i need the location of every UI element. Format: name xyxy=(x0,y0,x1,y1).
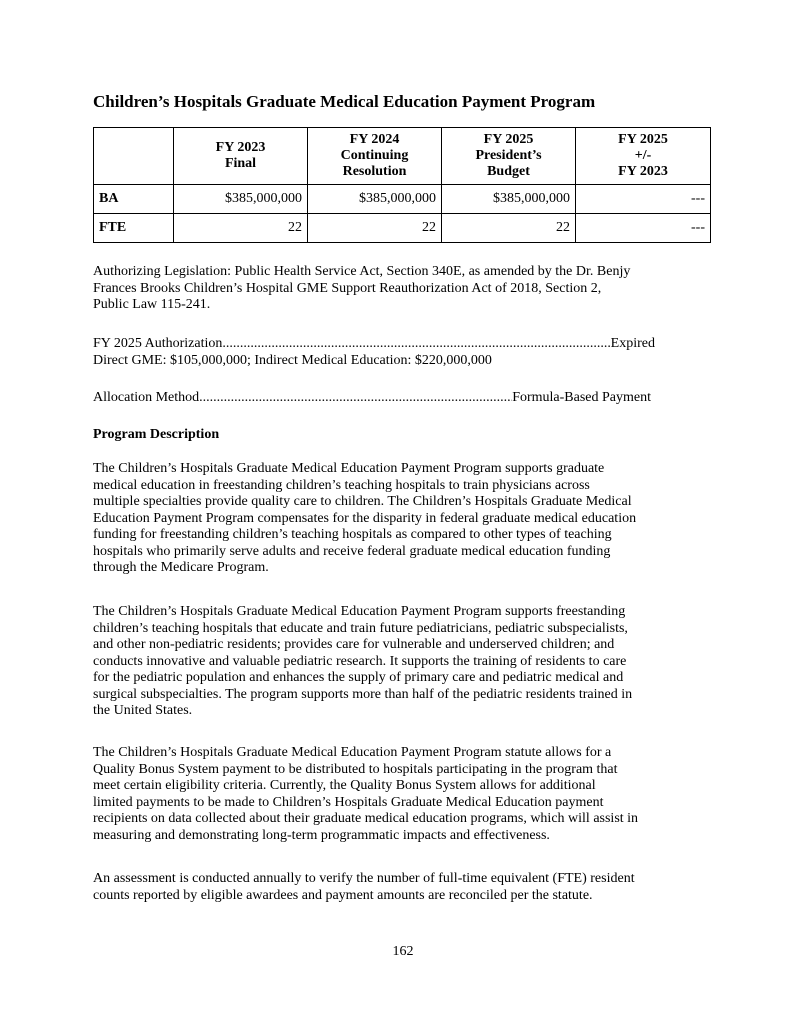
header-line: FY 2025 xyxy=(618,132,668,147)
table-cell: $385,000,000 xyxy=(174,185,308,214)
header-line: FY 2024 xyxy=(349,132,400,147)
text-line: children’s teaching hospitals that educate and train future pediatricians, pediatric subspecialists, xyxy=(93,620,628,636)
authorization-value: Expired xyxy=(610,336,655,351)
text-line: The Children’s Hospitals Graduate Medical Education Payment Program supports freestanding xyxy=(93,604,626,619)
header-line: Final xyxy=(224,156,257,171)
row-label: BA xyxy=(94,185,174,214)
text-line: medical education in freestanding children’s teaching hospitals to train physicians across xyxy=(93,477,590,493)
text-line: The Children’s Hospitals Graduate Medical Education Payment Program statute allows for a xyxy=(93,745,612,760)
column-header-fy2025-pb xyxy=(442,128,576,185)
authorizing-legislation xyxy=(93,264,713,314)
table-row-fte xyxy=(94,214,711,243)
text-line: surgical subspecialties. The program supports more than half of the pediatric residents trained in xyxy=(93,686,633,702)
page-number: 162 xyxy=(392,944,414,959)
authorization-leader-line xyxy=(93,336,655,353)
header-line: Continuing xyxy=(340,148,409,163)
table-cell: 22 xyxy=(308,214,442,243)
header-line: FY 2023 xyxy=(215,140,266,155)
header-line: President’s xyxy=(475,148,542,163)
text-line: measuring and demonstrating long-term programmatic impacts and effectiveness. xyxy=(93,827,550,843)
text-line: Authorizing Legislation: Public Health Service Act, Section 340E, as amended by the Dr. Benjy xyxy=(93,264,631,279)
text-line: the United States. xyxy=(93,703,193,718)
table-corner-cell xyxy=(94,128,174,185)
authorization-block xyxy=(93,336,655,369)
table-cell: --- xyxy=(576,185,711,214)
text-line: meet certain eligibility criteria. Currently, the Quality Bonus System allows for additional xyxy=(93,778,596,793)
header-line: FY 2023 xyxy=(618,164,668,179)
table-cell: $385,000,000 xyxy=(308,185,442,214)
table-cell: $385,000,000 xyxy=(442,185,576,214)
text-line: and other non-pediatric residents; provides care for vulnerable and underserved children; and xyxy=(93,637,615,652)
paragraph xyxy=(93,745,713,844)
text-line: recipients on data collected about their graduate medical education programs, which will assist in xyxy=(93,811,639,826)
column-header-fy2023-final xyxy=(174,128,308,185)
allocation-leader-line xyxy=(93,390,651,407)
allocation-method xyxy=(93,390,651,407)
allocation-value: Formula-Based Payment xyxy=(512,390,651,405)
text-line: funding for freestanding children’s teaching hospitals as compared to other types of teaching xyxy=(93,527,612,542)
text-line: hospitals who primarily serve adults and receive federal graduate medical education funding xyxy=(93,543,611,559)
text-line: Quality Bonus System payment to be distributed to hospitals participating in the program that xyxy=(93,761,618,777)
header-line: Budget xyxy=(487,164,530,179)
row-label: FTE xyxy=(94,214,174,243)
text-line: through the Medicare Program. xyxy=(93,560,269,575)
dot-leader xyxy=(222,336,610,353)
section-heading: Program Description xyxy=(93,427,220,442)
paragraph xyxy=(93,604,713,720)
allocation-label: Allocation Method xyxy=(93,390,200,405)
authorization-detail: Direct GME: $105,000,000; Indirect Medical Education: $220,000,000 xyxy=(93,352,492,368)
column-header-fy2025-change xyxy=(576,128,711,185)
dot-leader xyxy=(199,390,512,407)
budget-table xyxy=(93,127,711,243)
text-line: for the pediatric population and enhances the supply of primary care and pediatric medical and xyxy=(93,670,624,685)
paragraph xyxy=(93,871,713,904)
table-cell: --- xyxy=(576,214,711,243)
header-line: Resolution xyxy=(342,164,407,179)
text-line: Frances Brooks Children’s Hospital GME Support Reauthorization Act of 2018, Section 2, xyxy=(93,280,602,296)
text-line: Education Payment Program compensates for the disparity in federal graduate medical education xyxy=(93,510,637,526)
text-line: multiple specialties provide quality care to children. The Children’s Hospitals Graduate Medical xyxy=(93,494,632,509)
table-header-row xyxy=(94,128,711,185)
text-line: counts reported by eligible awardees and payment amounts are reconciled per the statute. xyxy=(93,887,593,903)
table-cell: 22 xyxy=(442,214,576,243)
header-line: FY 2025 xyxy=(483,132,534,147)
page-title: Children’s Hospitals Graduate Medical Education Payment Program xyxy=(93,92,596,111)
text-line: conducts innovative and valuable pediatric research. It supports the training of residents to care xyxy=(93,653,627,669)
table-cell: 22 xyxy=(174,214,308,243)
authorization-label: FY 2025 Authorization xyxy=(93,336,223,351)
paragraph xyxy=(93,461,713,577)
header-line: +/- xyxy=(634,148,652,163)
text-line: Public Law 115-241. xyxy=(93,297,211,312)
text-line: An assessment is conducted annually to verify the number of full-time equivalent (FTE) resident xyxy=(93,871,635,886)
table-row-ba xyxy=(94,185,711,214)
column-header-fy2024-cr xyxy=(308,128,442,185)
text-line: limited payments to be made to Children’s Hospitals Graduate Medical Education payment xyxy=(93,794,604,810)
text-line: The Children’s Hospitals Graduate Medical Education Payment Program supports graduate xyxy=(93,461,605,476)
